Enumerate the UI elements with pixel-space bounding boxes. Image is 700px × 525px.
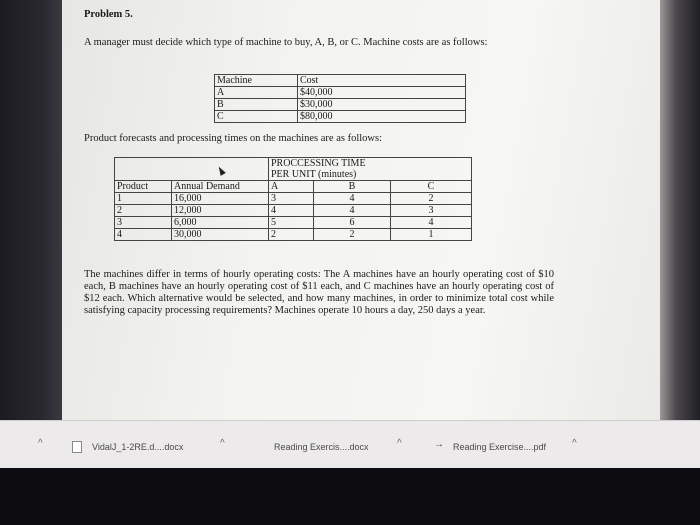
cell: 4 <box>314 193 391 205</box>
table-row <box>215 99 466 111</box>
desk-background <box>0 468 700 525</box>
group-header-line2: PER UNIT (minutes) <box>269 169 472 181</box>
cell: 16,000 <box>172 193 269 205</box>
chevron-up-icon[interactable]: ^ <box>572 438 577 449</box>
cell: 3 <box>391 205 472 217</box>
processing-time-table <box>114 157 472 241</box>
table-row <box>215 87 466 99</box>
table-row <box>115 181 472 193</box>
table-row <box>215 75 466 87</box>
machine-cost-table <box>214 74 466 123</box>
cell: C <box>215 111 298 123</box>
download-item-docx-2[interactable]: Reading Exercis....docx <box>274 442 369 452</box>
cell: 2 <box>391 193 472 205</box>
table-row <box>115 229 472 241</box>
cell: 4 <box>115 229 172 241</box>
intro-text: A manager must decide which type of machine to buy, A, B, or C. Machine costs are as follows: <box>84 37 488 48</box>
table-row <box>115 217 472 229</box>
header-a: A <box>269 181 314 193</box>
table-row <box>215 111 466 123</box>
chevron-up-icon[interactable]: ^ <box>38 438 43 449</box>
monitor-bezel-right <box>660 0 700 420</box>
empty-header-cell <box>115 158 269 170</box>
cell: $40,000 <box>298 87 466 99</box>
table-row <box>115 158 472 170</box>
cell: 12,000 <box>172 205 269 217</box>
group-header-line1: PROCCESSING TIME <box>269 158 472 170</box>
table-row <box>115 169 472 181</box>
cell: 30,000 <box>172 229 269 241</box>
cell: 2 <box>115 205 172 217</box>
cell: $30,000 <box>298 99 466 111</box>
cell: 6 <box>314 217 391 229</box>
forecast-text: Product forecasts and processing times on the machines are as follows: <box>84 133 383 144</box>
cell: 3 <box>115 217 172 229</box>
header-machine: Machine <box>215 75 298 87</box>
download-item-pdf[interactable]: Reading Exercise....pdf <box>453 442 547 452</box>
cell: $80,000 <box>298 111 466 123</box>
cell: 4 <box>314 205 391 217</box>
chevron-up-icon[interactable]: ^ <box>220 438 225 449</box>
problem-paragraph: The machines differ in terms of hourly operating costs: The A machines have an hourly operating cost of $10 each, B machines have an hourly operating cost of $11 each, and C machines have an hourly operating cost of $12 each. Which alternative would be selected, and how many machines, in order to minimize total cost while satisfying capacity processing requirements? Machines operate 10 hours a day, 250 days a year. <box>84 269 554 316</box>
cell: 6,000 <box>172 217 269 229</box>
header-product: Product <box>115 181 172 193</box>
cell: 4 <box>391 217 472 229</box>
cell: A <box>215 87 298 99</box>
cell: 5 <box>269 217 314 229</box>
empty-header-cell <box>115 169 269 181</box>
pdf-arrow-icon: → <box>434 439 444 450</box>
cell: 2 <box>269 229 314 241</box>
cell: 1 <box>115 193 172 205</box>
cell: 1 <box>391 229 472 241</box>
cell: 4 <box>269 205 314 217</box>
cell: B <box>215 99 298 111</box>
problem-title: Problem 5. <box>84 9 133 20</box>
cell: 3 <box>269 193 314 205</box>
download-item-docx-1[interactable]: VidalJ_1-2RE.d....docx <box>92 442 184 452</box>
header-c: C <box>391 181 472 193</box>
downloads-bar <box>0 420 700 469</box>
cell: 2 <box>314 229 391 241</box>
table-row <box>115 205 472 217</box>
header-annual-demand: Annual Demand <box>172 181 269 193</box>
table-row <box>115 193 472 205</box>
document-file-icon <box>72 441 82 453</box>
header-cost: Cost <box>298 75 466 87</box>
chevron-up-icon[interactable]: ^ <box>397 438 402 449</box>
monitor-bezel-left <box>0 0 62 420</box>
header-b: B <box>314 181 391 193</box>
